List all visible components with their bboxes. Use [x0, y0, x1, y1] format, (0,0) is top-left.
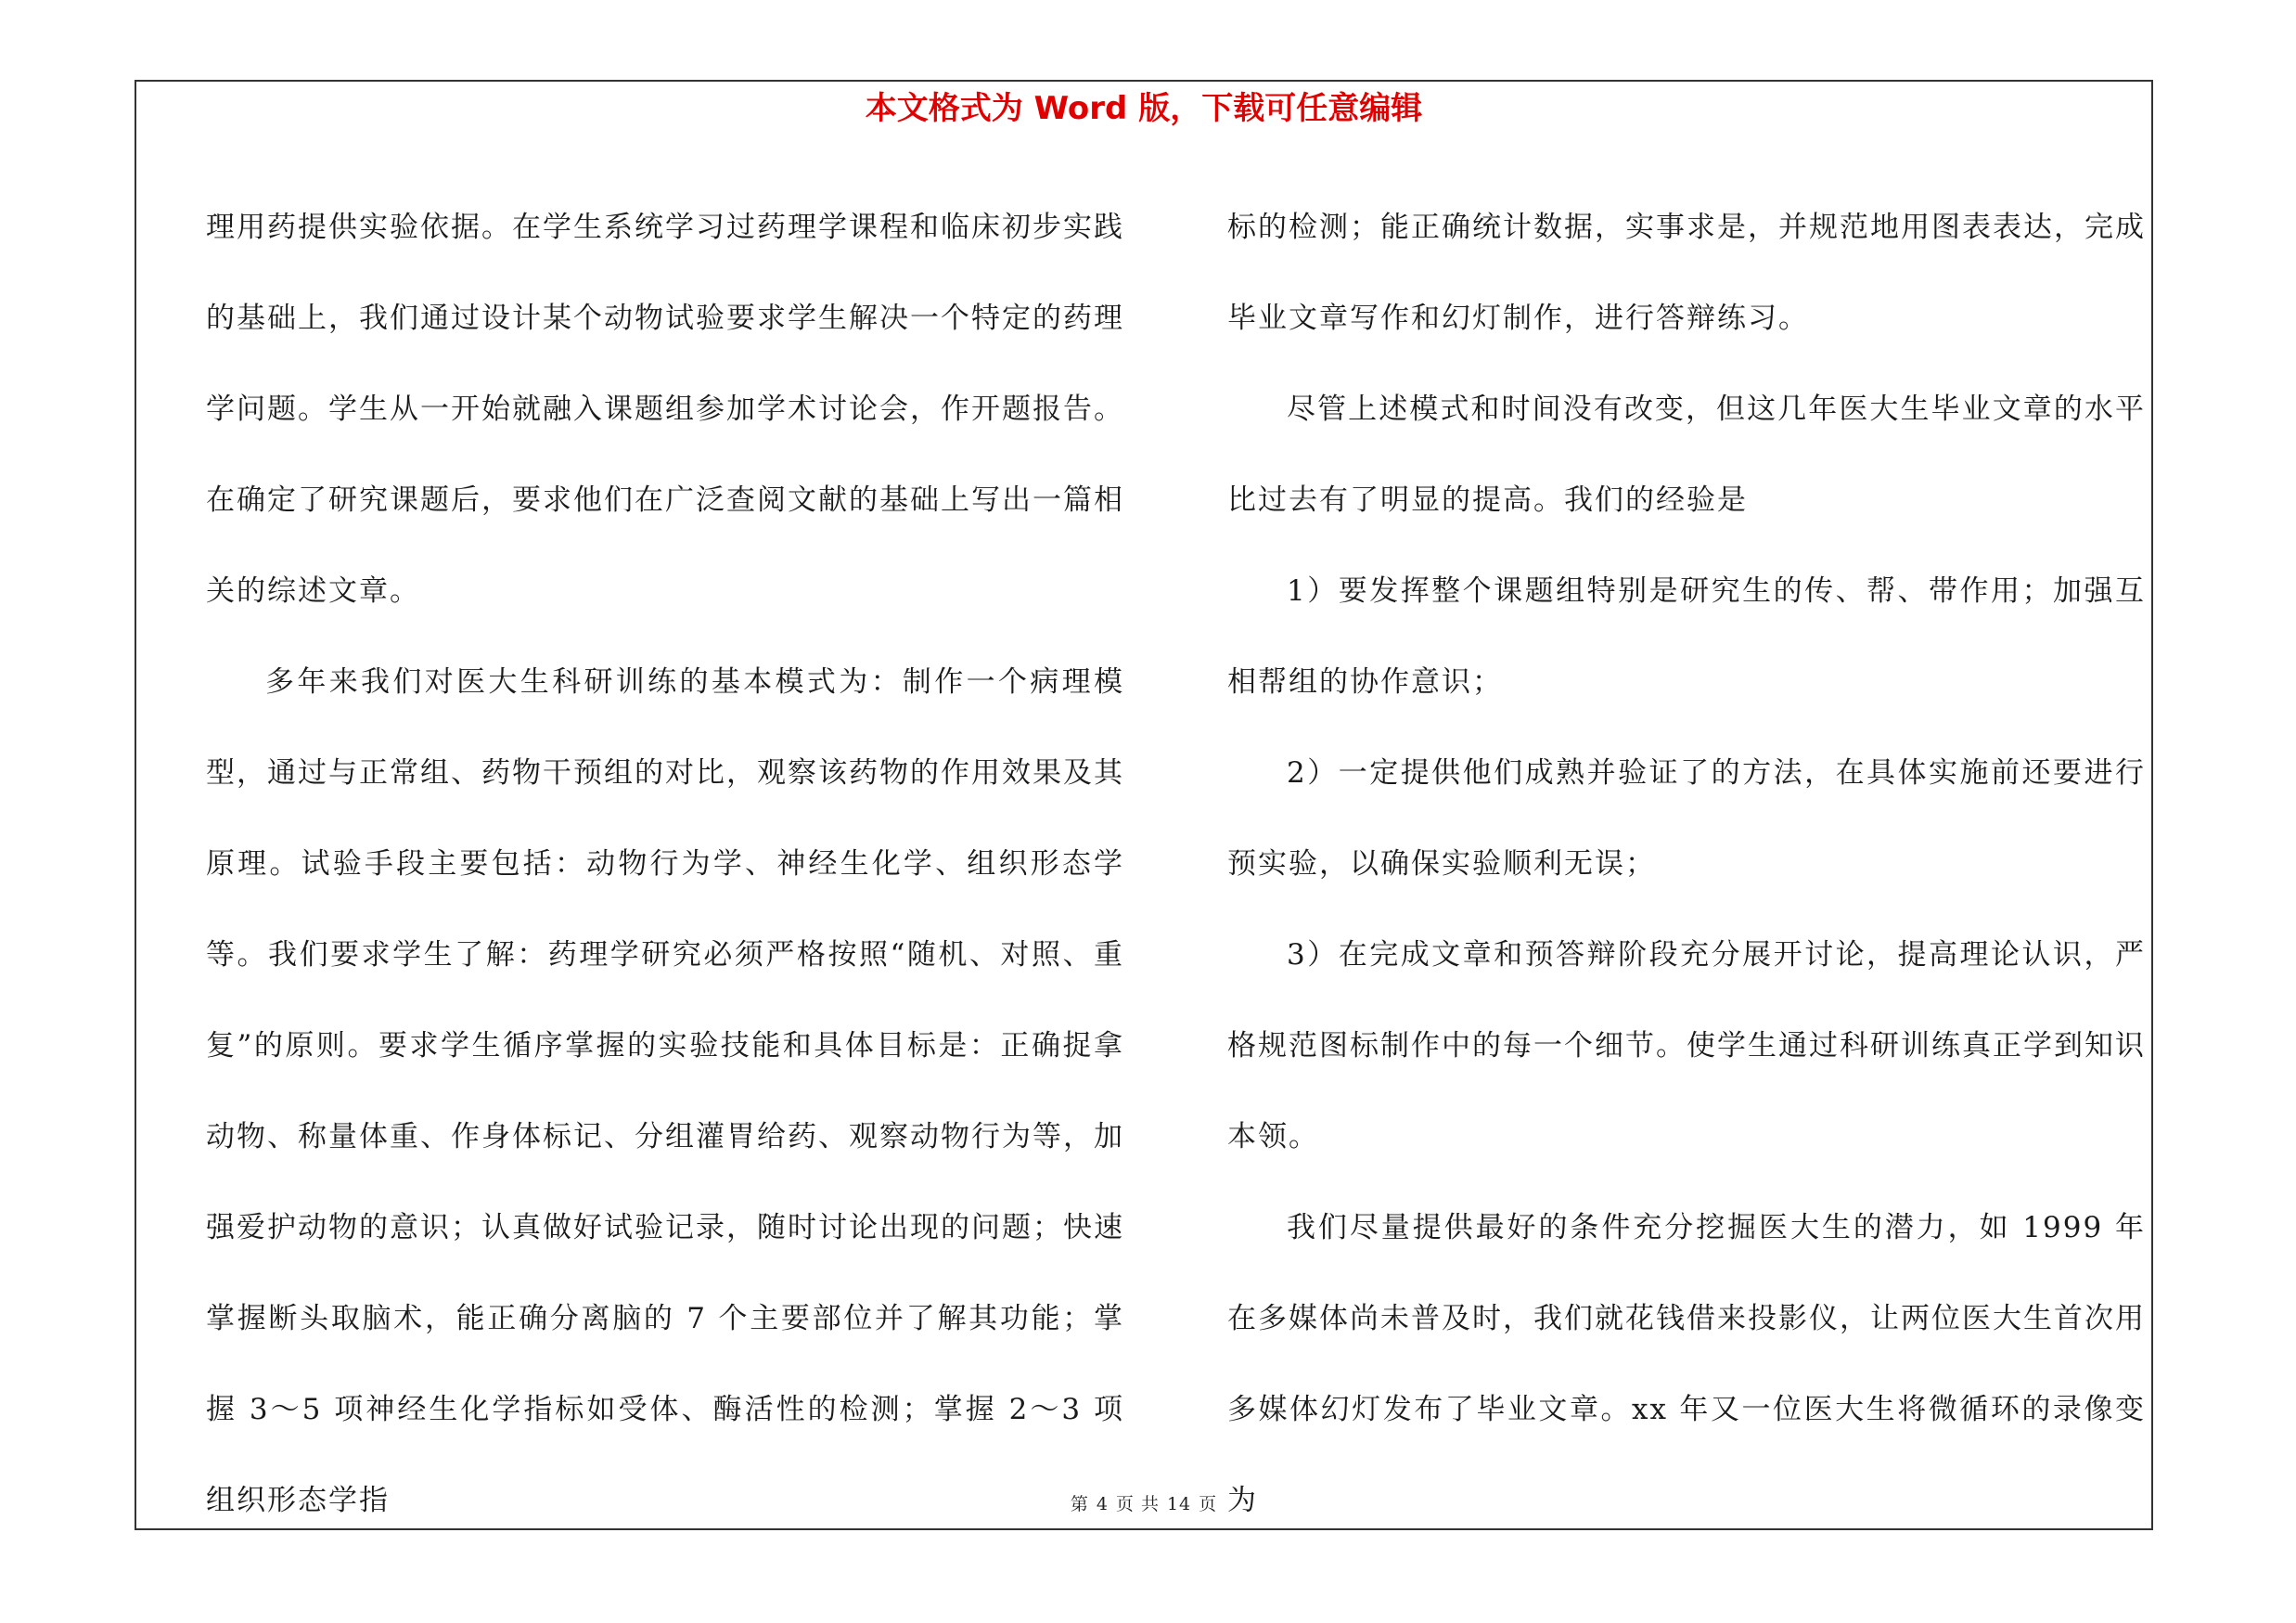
paragraph: 我们尽量提供最好的条件充分挖掘医大生的潜力，如 1999 年在多媒体尚未普及时，我们就花钱借来投影仪，让两位医大生首次用多媒体幻灯发布了毕业文章。xx 年又一位医大生将微循环的录像变为	[1227, 1211, 2146, 1517]
right-column	[1227, 182, 2146, 1546]
left-column	[206, 182, 1124, 1546]
paragraph: 理用药提供实验依据。在学生系统学习过药理学课程和临床初步实践的基础上，我们通过设计某个动物试验要求学生解决一个特定的药理学问题。学生从一开始就融入课题组参加学术讨论会，作开题报告。在确定了研究课题后，要求他们在广泛查阅文献的基础上写出一篇相关的综述文章。	[206, 211, 1124, 608]
list-item-1: 1）要发挥整个课题组特别是研究生的传、帮、带作用；加强互相帮组的协作意识；	[1227, 574, 2146, 699]
footer-prefix: 第	[1070, 1494, 1089, 1514]
paragraph: 尽管上述模式和时间没有改变，但这几年医大生毕业文章的水平比过去有了明显的提高。我们的经验是	[1227, 393, 2146, 517]
footer-middle: 页 共	[1115, 1494, 1160, 1514]
paragraph: 标的检测；能正确统计数据，实事求是，并规范地用图表表达，完成毕业文章写作和幻灯制作，进行答辩练习。	[1227, 211, 2146, 335]
page-number-footer	[135, 1490, 2153, 1515]
current-page-number: 4	[1096, 1494, 1109, 1514]
list-item-2: 2）一定提供他们成熟并验证了的方法，在具体实施前还要进行预实验，以确保实验顺利无误；	[1227, 756, 2146, 881]
list-item-3: 3）在完成文章和预答辩阶段充分展开讨论，提高理论认识，严格规范图标制作中的每一个细节。使学生通过科研训练真正学到知识本领。	[1227, 938, 2146, 1153]
total-page-count: 14	[1166, 1494, 1192, 1514]
paragraph: 多年来我们对医大生科研训练的基本模式为：制作一个病理模型，通过与正常组、药物干预组的对比，观察该药物的作用效果及其原理。试验手段主要包括：动物行为学、神经生化学、组织形态学等。我们要求学生了解：药理学研究必须严格按照“随机、对照、重复”的原则。要求学生循序掌握的实验技能和具体目标是：正确捉拿动物、称量体重、作身体标记、分组灌胃给药、观察动物行为等，加强爱护动物的意识；认真做好试验记录，随时讨论出现的问题；快速掌握断头取脑术，能正确分离脑的 7 个主要部位并了解其功能；掌握 3～5 项神经生化学指标如受体、酶活性的检测；掌握 2～3 项组织形态学指	[206, 665, 1124, 1517]
format-banner: 本文格式为 Word 版，下载可任意编辑	[865, 90, 1423, 127]
footer-suffix: 页	[1199, 1494, 1218, 1514]
